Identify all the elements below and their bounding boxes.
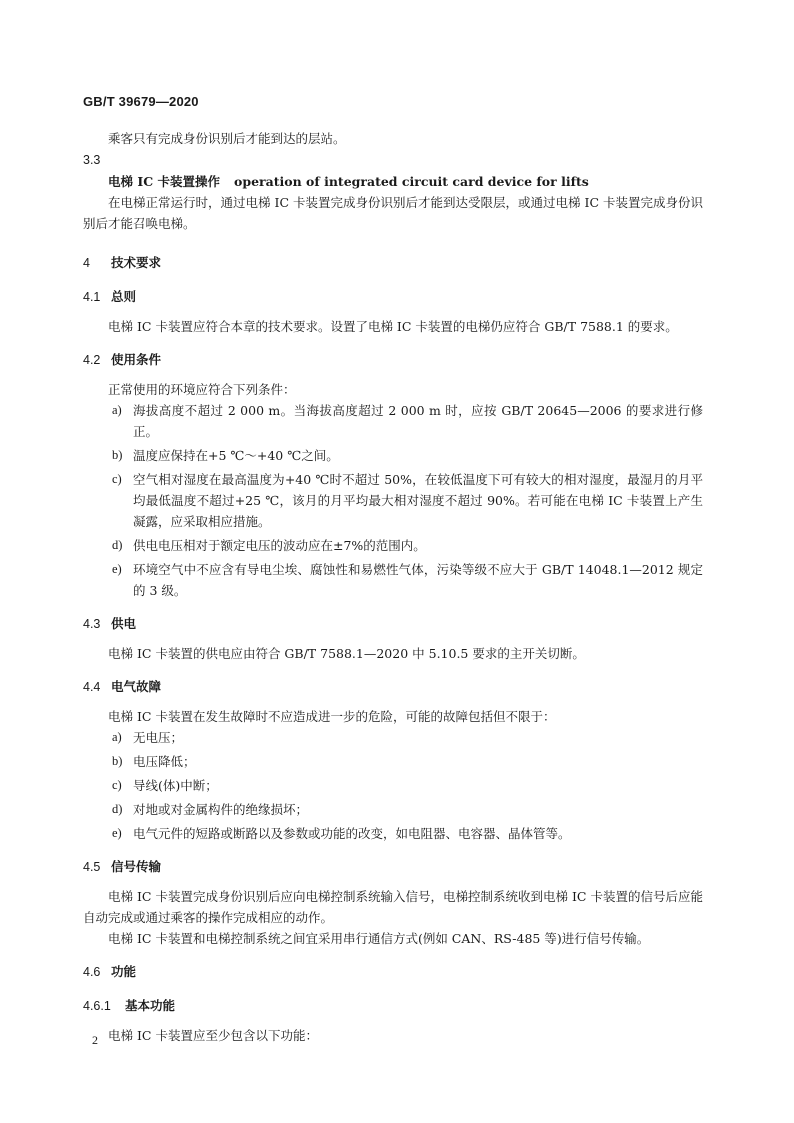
list-marker: c) xyxy=(112,472,122,486)
list-item xyxy=(83,535,703,556)
list-marker: d) xyxy=(112,802,123,816)
list-item-text: 空气相对湿度在最高温度为+40 ℃时不超过 50%，在较低温度下可有较大的相对湿度，最湿月的月平均最低温度不超过+25 ℃，该月的月平均最大相对湿度不超过 90%。若可能在电梯 IC 卡装置上产生凝露，应采取相应措施。 xyxy=(133,472,703,529)
term-title-en: operation of integrated circuit card device for lifts xyxy=(234,174,589,189)
list-item-text: 无电压； xyxy=(133,730,184,745)
list-item xyxy=(83,559,703,601)
subsection-heading xyxy=(83,961,703,983)
subsection-heading xyxy=(83,676,703,698)
paragraph: 电梯 IC 卡装置完成身份识别后应向电梯控制系统输入信号，电梯控制系统收到电梯 IC 卡装置的信号后应能自动完成或通过乘客的操作完成相应的动作。 xyxy=(83,889,703,925)
list-item xyxy=(83,751,703,772)
section-title: 供电 xyxy=(111,616,137,631)
term-title xyxy=(108,171,703,192)
list-item-text: 环境空气中不应含有导电尘埃、腐蚀性和易燃性气体，污染等级不应大于 GB/T 14048.1—2012 规定的 3 级。 xyxy=(133,562,703,598)
list-item-text: 对地或对金属构件的绝缘损坏； xyxy=(133,802,309,817)
section-title: 总则 xyxy=(111,289,137,304)
term-definition: 在电梯正常运行时，通过电梯 IC 卡装置完成身份识别后才能到达受限层，或通过电梯 IC 卡装置完成身份识别后才能召唤电梯。 xyxy=(83,195,703,231)
subsection-heading xyxy=(83,349,703,371)
section-number: 4 xyxy=(83,256,90,270)
list-item-text: 温度应保持在+5 ℃～+40 ℃之间。 xyxy=(133,448,339,463)
section-title: 电气故障 xyxy=(111,679,162,694)
list-marker: a) xyxy=(112,403,122,417)
section-number: 4.3 xyxy=(83,617,101,631)
list-marker: e) xyxy=(112,562,122,576)
document-id: GB/T 39679—2020 xyxy=(83,94,199,109)
term-number: 3.3 xyxy=(83,153,101,167)
list-item-text: 电气元件的短路或断路以及参数或功能的改变，如电阻器、电容器、晶体管等。 xyxy=(133,826,571,841)
section-title: 使用条件 xyxy=(111,352,162,367)
section-number: 4.4 xyxy=(83,680,101,694)
list-item-text: 导线(体)中断； xyxy=(133,778,218,793)
section-number: 4.1 xyxy=(83,290,101,304)
term-title-cn: 电梯 IC 卡装置操作 xyxy=(108,174,220,189)
list-item xyxy=(83,727,703,748)
subsection-heading xyxy=(83,995,703,1017)
list-marker: b) xyxy=(112,448,123,462)
section-number: 4.6.1 xyxy=(83,999,111,1013)
section-title: 功能 xyxy=(111,964,137,979)
list-item xyxy=(83,799,703,820)
continuation-text: 乘客只有完成身份识别后才能到达的层站。 xyxy=(108,131,346,146)
section-number: 4.6 xyxy=(83,965,101,979)
paragraph: 电梯 IC 卡装置应符合本章的技术要求。设置了电梯 IC 卡装置的电梯仍应符合 GB/T 7588.1 的要求。 xyxy=(108,319,678,334)
list-item xyxy=(83,445,703,466)
subsection-heading xyxy=(83,613,703,635)
list-marker: c) xyxy=(112,778,122,792)
paragraph: 电梯 IC 卡装置在发生故障时不应造成进一步的危险，可能的故障包括但不限于： xyxy=(108,709,556,724)
page-content xyxy=(83,128,703,1046)
paragraph: 电梯 IC 卡装置的供电应由符合 GB/T 7588.1—2020 中 5.10.5 要求的主开关切断。 xyxy=(108,646,585,661)
subsection-heading xyxy=(83,286,703,308)
list-marker: d) xyxy=(112,538,123,552)
list-marker: e) xyxy=(112,826,122,840)
section-title: 技术要求 xyxy=(111,255,162,270)
paragraph: 电梯 IC 卡装置和电梯控制系统之间宜采用串行通信方式(例如 CAN、RS-485 等)进行信号传输。 xyxy=(108,931,650,946)
list-item-text: 海拔高度不超过 2 000 m。当海拔高度超过 2 000 m 时，应按 GB/T 20645—2006 的要求进行修正。 xyxy=(133,403,703,439)
section-heading xyxy=(83,252,703,274)
list-item-text: 电压降低； xyxy=(133,754,196,769)
section-number: 4.2 xyxy=(83,353,101,367)
list-item xyxy=(83,400,703,442)
list-item-text: 供电电压相对于额定电压的波动应在±7%的范围内。 xyxy=(133,538,426,553)
section-title: 基本功能 xyxy=(125,998,176,1013)
paragraph: 正常使用的环境应符合下列条件： xyxy=(108,382,296,397)
subsection-heading xyxy=(83,856,703,878)
page-number: 2 xyxy=(92,1033,98,1047)
section-title: 信号传输 xyxy=(111,859,162,874)
paragraph: 电梯 IC 卡装置应至少包含以下功能： xyxy=(108,1028,318,1043)
list-item xyxy=(83,469,703,532)
list-item xyxy=(83,823,703,844)
section-number: 4.5 xyxy=(83,860,101,874)
list-item xyxy=(83,775,703,796)
list-marker: a) xyxy=(112,730,122,744)
list-marker: b) xyxy=(112,754,123,768)
